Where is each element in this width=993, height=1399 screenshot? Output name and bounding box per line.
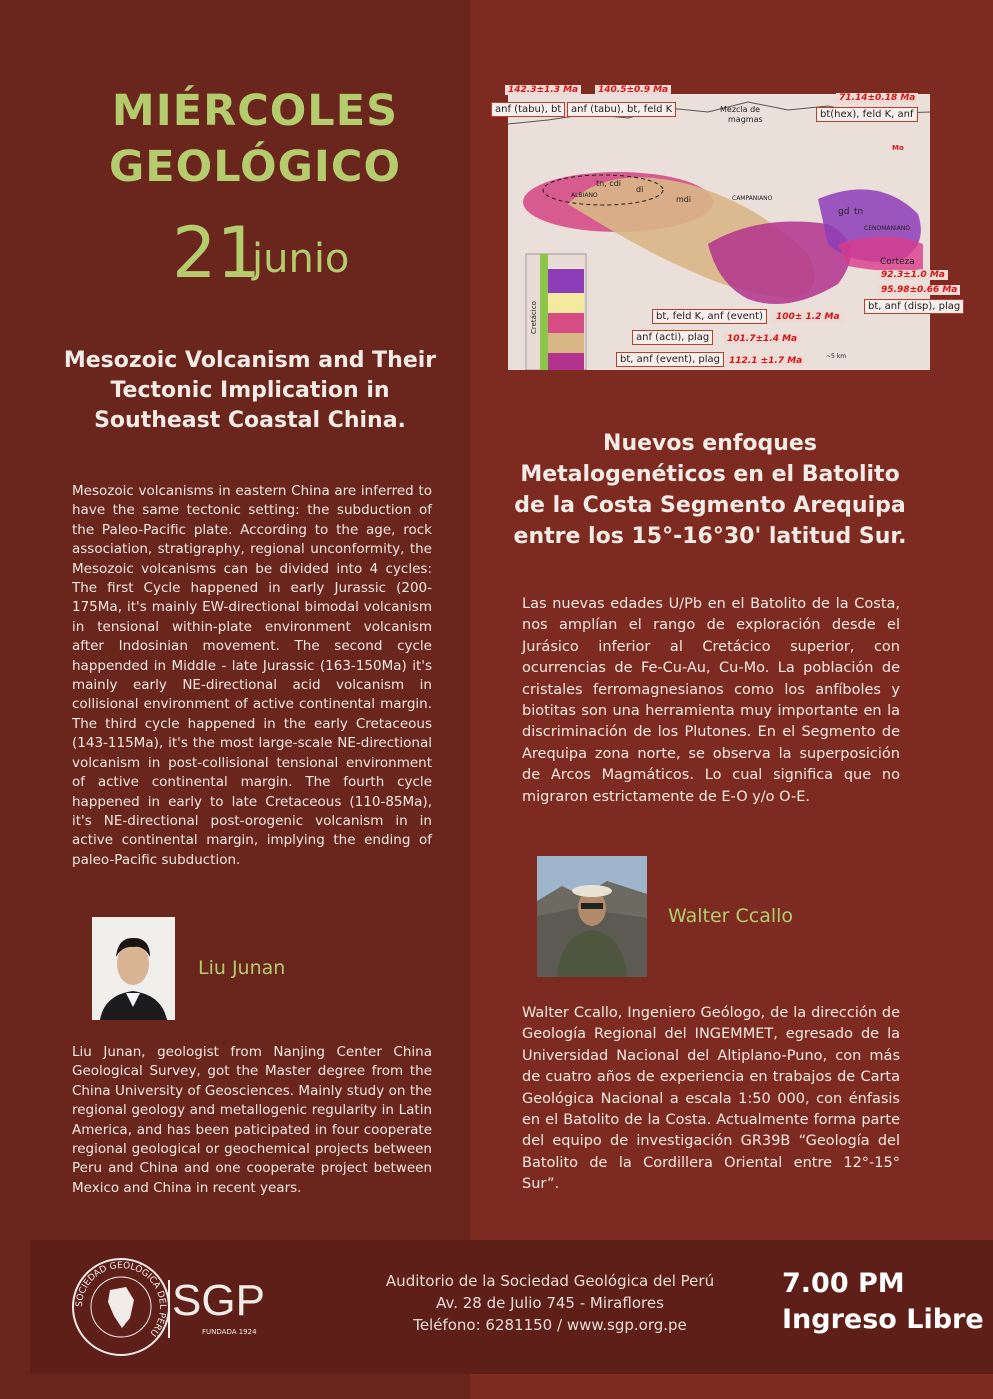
talk1-abstract: Mesozoic volcanisms in eastern China are inferred to have the same tectonic setting: the subduction of the Paleo-Pacific plate. According to the age, rock association, stratigraphy, regional unconformity, the Mesozoic volcanisms can be divided into 4 cycles: The first Cycle happened in early Jurassic (200-175Ma, it's mainly EW-directional bimodal volcanism in tensional within-plate environment volcanism after Indosinian movement. The second cycle happended in Middle - late Jurassic (163-150Ma) it's mainly early NE-directional acid volcanism in collisional environment of active continental margin. The third cycle happened in the early Cretaceous (143-115Ma), it's the most large-scale NE-directional volcanism in post-collisional tensional environment of active continental margin. The fourth cycle happened in early to late Cretaceous (110-85Ma), it's NE-directional post-orogenic volcanism in in active continental margin, implying the ending of paleo-Pacific subduction.: [72, 483, 432, 868]
age-label-7: 92.3±1.0 Ma: [878, 270, 948, 280]
logo-divider: [168, 1280, 170, 1338]
event-month: junio: [252, 236, 350, 282]
age-label-6: 112.1 ±1.7 Ma: [726, 356, 805, 366]
talk2-title-line1: Nuevos enfoques: [603, 431, 817, 456]
age-label-3: 71.14±0.18 Ma: [836, 93, 918, 103]
speaker2-bio: Walter Ccallo, Ingeniero Geólogo, de la dirección de Geología Regional del INGEMMET, egresado de la Universidad Nacional del Altiplano-Puno, con más de cuatro años de experiencia en trabajos de Carta Geológica Nacional a escala 1:50 000, con énfasis en el Batolito de la Costa. Actualmente forma parte del equipo de investigación GR39B “Geología del Batolito de la Cordillera Oriental entre 12°-15° Sur”.: [522, 1005, 900, 1193]
venue-line1: Auditorio de la Sociedad Geológica del Perú: [385, 1272, 715, 1290]
label-albiano: ALBIANO: [571, 192, 598, 199]
age-label-4: 100± 1.2 Ma: [773, 312, 843, 322]
label-scale: ~5 km: [826, 353, 847, 360]
talk2-abstract: Las nuevas edades U/Pb en el Batolito de la Costa, nos amplían el rango de exploración desde el Jurásico inferior al Cretácico superior, con ocurrencias de Fe-Cu-Au, Cu-Mo. La población de cristales ferromagnesianos como los anfíboles y biotitas son una herramienta muy importante en la discriminación de los Plutones. En el Segmento de Arequipa zona norte, se observa la superposición de Arcos Magmáticos. Lo cual significa que no migraron estrictamente de E-O y/o O-E.: [522, 596, 900, 805]
talk1-title: [50, 346, 450, 436]
talk2-title: [500, 428, 920, 552]
label-tn-cdi: tn, cdi: [596, 179, 621, 188]
seal-text: SOCIEDAD GEOLÓGICA DEL PERÚ: [74, 1260, 168, 1338]
venue-line3: Teléfono: 6281150 / www.sgp.org.pe: [413, 1316, 687, 1334]
label-mezcla: Mezcla de: [720, 105, 761, 114]
mineral-tag-2: anf (tabu), bt, feld K: [567, 102, 676, 117]
mineral-tag-7: bt, anf (disp), plag: [864, 299, 964, 314]
talk1-title-line3: Southeast Coastal China.: [94, 408, 406, 433]
label-gd: gd: [838, 207, 850, 217]
label-campaniano: CAMPANIANO: [732, 195, 773, 202]
age-label-8: 95.98±0.66 Ma: [878, 285, 960, 295]
label-cretacico: Cretácico: [530, 301, 538, 334]
walter-ccallo-photo: [537, 856, 647, 977]
portrait-walter: [537, 856, 647, 977]
sgp-logo-sub: FUNDADA 1924: [202, 1328, 257, 1336]
label-mo: Mo: [892, 144, 904, 152]
event-day: 21: [172, 212, 262, 294]
talk2-title-line2: Metalogenéticos en el Batolito: [520, 462, 900, 487]
speaker2-name: Walter Ccallo: [668, 905, 794, 927]
entry-note: Ingreso Libre: [782, 1304, 984, 1335]
event-time: 7.00 PM: [782, 1268, 905, 1299]
event-title-line2: GEOLÓGICO: [108, 142, 402, 192]
label-mdi: mdi: [676, 195, 692, 204]
speaker1-name: Liu Junan: [198, 957, 286, 979]
mineral-tag-6: bt, anf (event), plag: [616, 352, 724, 367]
portrait-liu: [92, 917, 175, 1020]
venue-line2: Av. 28 de Julio 745 - Miraflores: [436, 1294, 664, 1312]
sgp-logo-text: SGP: [172, 1276, 265, 1325]
talk1-title-line2: Tectonic Implication in: [110, 378, 390, 403]
talk1-title-line1: Mesozoic Volcanism and Their: [63, 348, 437, 373]
batholith-cross-section: [508, 94, 930, 370]
geology-diagram: [508, 94, 930, 370]
mineral-tag-4: bt, feld K, anf (event): [652, 309, 767, 324]
age-label-1: 142.3±1.3 Ma: [505, 85, 581, 95]
mineral-tag-1: anf (tabu), bt: [491, 102, 565, 117]
talk2-title-line3: de la Costa Segmento Arequipa: [514, 493, 906, 518]
talk2-title-line4: entre los 15°-16°30' latitud Sur.: [513, 524, 907, 549]
mineral-tag-5: anf (acti), plag: [632, 330, 713, 345]
age-label-5: 101.7±1.4 Ma: [724, 334, 800, 344]
age-label-2: 140.5±0.9 Ma: [595, 85, 671, 95]
label-corteza: Corteza: [880, 257, 915, 267]
sgp-seal-logo: [66, 1252, 176, 1362]
liu-junan-photo: [92, 917, 175, 1020]
speaker1-bio: Liu Junan, geologist from Nanjing Center China Geological Survey, got the Master degree from the China University of Geosciences. Mainly study on the regional geology and metallogenic regularity in Latin America, and has been paticipated in four cooperate regional geological or geochemical projects between Peru and China and one cooperate project between Mexico and China in recent years.: [72, 1044, 432, 1196]
label-magmas: magmas: [728, 115, 763, 124]
label-cenomaniano: CENOMANIANO: [864, 225, 911, 232]
mineral-tag-3: bt(hex), feld K, anf: [816, 107, 918, 122]
event-title-line1: MIÉRCOLES: [111, 86, 399, 136]
label-di: di: [636, 185, 644, 194]
footer-bar: [30, 1240, 993, 1374]
venue-block: [350, 1270, 750, 1336]
label-tn: tn: [854, 207, 864, 217]
